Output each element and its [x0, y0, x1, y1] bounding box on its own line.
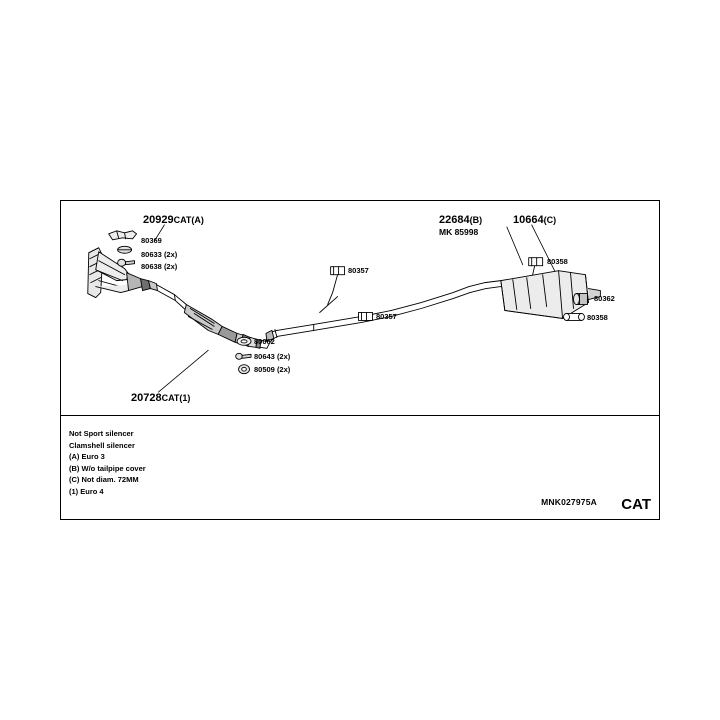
- part-label-10664: [513, 215, 556, 226]
- ref-label-80633: 80633 (2x): [141, 250, 178, 259]
- ref-label-80638: 80638 (2x): [141, 262, 178, 271]
- leader-lines: [154, 225, 554, 392]
- part-label-20728: [131, 393, 190, 404]
- ref-label-80369: 80369: [141, 236, 162, 245]
- ref-label-80358-top: 80358: [547, 257, 568, 266]
- mk-code-label: MK 85998: [439, 227, 479, 237]
- note-line-3: (A) Euro 3: [69, 452, 105, 461]
- gasket-detail-80062: [237, 337, 251, 345]
- gasket-detail-80369: [109, 231, 137, 240]
- exhaust-system-artwork: [61, 201, 659, 415]
- ref-label-80357-front: 80357: [348, 266, 369, 275]
- diagram-notes-panel: [61, 416, 659, 519]
- ref-label-80643: 80643 (2x): [254, 352, 291, 361]
- system-type-label: CAT: [621, 496, 651, 513]
- ref-label-80062: 80062: [254, 337, 275, 346]
- note-line-2: Clamshell silencer: [69, 440, 135, 450]
- nut-detail-80633: [118, 246, 132, 253]
- diagram-code: MNK027975A: [541, 497, 597, 507]
- bolt-detail-80638: [118, 259, 135, 266]
- note-line-1: Not Sport silencer: [69, 429, 134, 438]
- notes-list: [69, 428, 146, 497]
- rubber-mount-detail: [564, 313, 585, 320]
- note-line-6: (1) Euro 4: [69, 486, 104, 496]
- part-suffix-20929: CAT(A): [173, 215, 204, 225]
- part-suffix-10664: (C): [543, 215, 557, 225]
- part-label-22684: [439, 215, 482, 226]
- note-line-4: (B) W/o tailpipe cover: [69, 463, 146, 473]
- part-number-10664: 10664: [513, 214, 544, 226]
- part-number-22684: 22684: [439, 214, 470, 226]
- exhaust-system-diagram: [60, 200, 660, 520]
- note-line-5: (C) Not diam. 72MM: [69, 475, 139, 484]
- pipe-hanger-front: [320, 267, 345, 313]
- diagram-illustration-panel: [61, 201, 659, 416]
- rear-pipe: [391, 281, 500, 317]
- ref-label-80362: 80362: [594, 294, 615, 303]
- part-suffix-22684: (B): [469, 215, 483, 225]
- ref-label-80357-rear: 80357: [376, 312, 397, 321]
- part-suffix-20728: CAT(1): [161, 393, 191, 403]
- nut-detail-80509: [239, 365, 250, 374]
- ref-label-80509: 80509 (2x): [254, 365, 291, 374]
- part-number-20728: 20728: [131, 392, 162, 404]
- ref-label-80358-bottom: 80358: [587, 313, 608, 322]
- clamp-detail: [574, 294, 588, 305]
- bolt-detail-80643: [236, 353, 251, 359]
- part-number-20929: 20929: [143, 214, 174, 226]
- part-label-20929: [143, 215, 204, 226]
- pipe-hanger-rear: [359, 312, 373, 320]
